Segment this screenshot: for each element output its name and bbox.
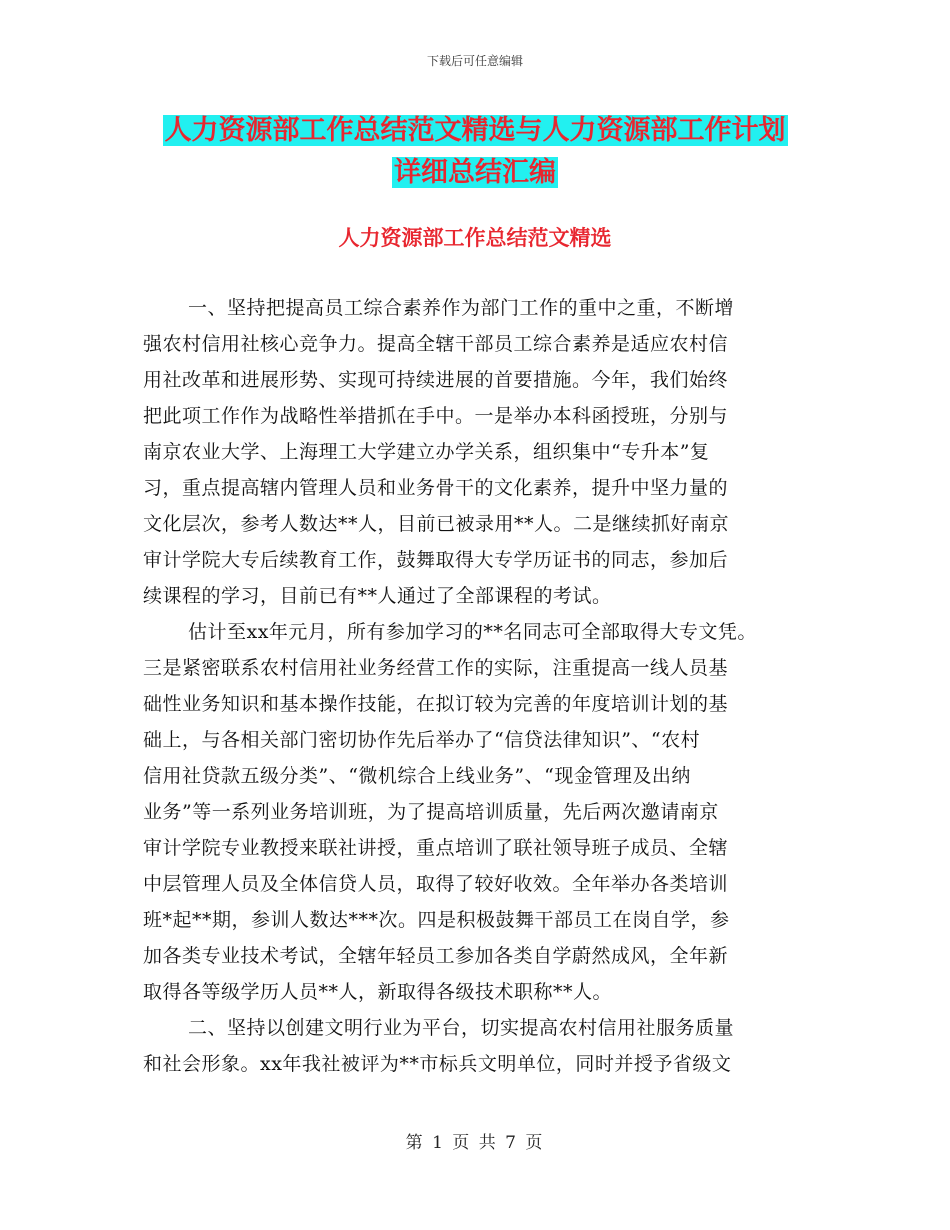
paragraph-1-line: 用社改革和进展形势、实现可持续进展的首要措施。今年，我们始终 — [143, 369, 729, 391]
paragraph-2-line: 信用社贷款五级分类”、“微机综合上线业务”、“现金管理及出纳 — [143, 765, 691, 787]
document-title-line-1 — [0, 112, 950, 150]
page-number-footer: 第 1 页 共 7 页 — [405, 1133, 545, 1153]
paragraph-1-line: 一、坚持把提高员工综合素养作为部门工作的重中之重，不断增 — [188, 297, 735, 319]
paragraph-1-line: 把此项工作作为战略性举措抓在手中。一是举办本科函授班，分别与 — [143, 405, 729, 427]
paragraph-2-line: 班*起**期，参训人数达***次。四是积极鼓舞干部员工在岗自学，参 — [143, 909, 730, 931]
paragraph-2-line: 取得各等级学历人员**人，新取得各级技术职称**人。 — [143, 981, 613, 1003]
paragraph-3-line: 和社会形象。xx年我社被评为**市标兵文明单位，同时并授予省级文 — [143, 1053, 732, 1075]
paragraph-1-line: 文化层次，参考人数达**人，目前已被录用**人。二是继续抓好南京 — [143, 513, 730, 535]
paragraph-3-line: 二、坚持以创建文明行业为平台，切实提高农村信用社服务质量 — [188, 1017, 735, 1039]
paragraph-1-line: 强农村信用社核心竞争力。提高全辖干部员工综合素养是适应农村信 — [143, 333, 729, 355]
paragraph-1-line: 南京农业大学、上海理工大学建立办学关系，组织集中“专升本”复 — [143, 441, 710, 463]
title-highlight-1: 人力资源部工作总结范文精选与人力资源部工作计划 — [164, 115, 786, 146]
paragraph-2-line: 审计学院专业教授来联社讲授，重点培训了联社领导班子成员、全辖 — [143, 837, 729, 859]
paragraph-1-line: 审计学院大专后续教育工作，鼓舞取得大专学历证书的同志，参加后 — [143, 549, 729, 571]
body-text — [143, 290, 823, 1082]
document-title-line-2 — [0, 154, 950, 192]
title-highlight-2: 详细总结汇编 — [394, 157, 556, 188]
paragraph-2-line: 中层管理人员及全体信贷人员，取得了较好收效。全年举办各类培训 — [143, 873, 729, 895]
paragraph-1-line: 续课程的学习，目前已有**人通过了全部课程的考试。 — [143, 585, 612, 607]
paragraph-1-line: 习，重点提高辖内管理人员和业务骨干的文化素养，提升中坚力量的 — [143, 477, 729, 499]
paragraph-2-line: 础性业务知识和基本操作技能，在拟订较为完善的年度培训计划的基 — [143, 693, 729, 715]
paragraph-2-line: 础上，与各相关部门密切协作先后举办了“信贷法律知识”、“农村 — [143, 729, 701, 751]
header-note: 下载后可任意编辑 — [426, 54, 523, 68]
paragraph-2-line: 三是紧密联系农村信用社业务经营工作的实际，注重提高一线人员基 — [143, 657, 729, 679]
paragraph-2-line: 业务”等一系列业务培训班，为了提高培训质量，先后两次邀请南京 — [143, 801, 719, 823]
paragraph-2-line: 加各类专业技术考试，全辖年轻员工参加各类自学蔚然成风，全年新 — [143, 945, 729, 967]
paragraph-2-line: 估计至xx年元月，所有参加学习的**名同志可全部取得大专文凭。 — [188, 621, 757, 643]
section-title: 人力资源部工作总结范文精选 — [338, 226, 612, 250]
